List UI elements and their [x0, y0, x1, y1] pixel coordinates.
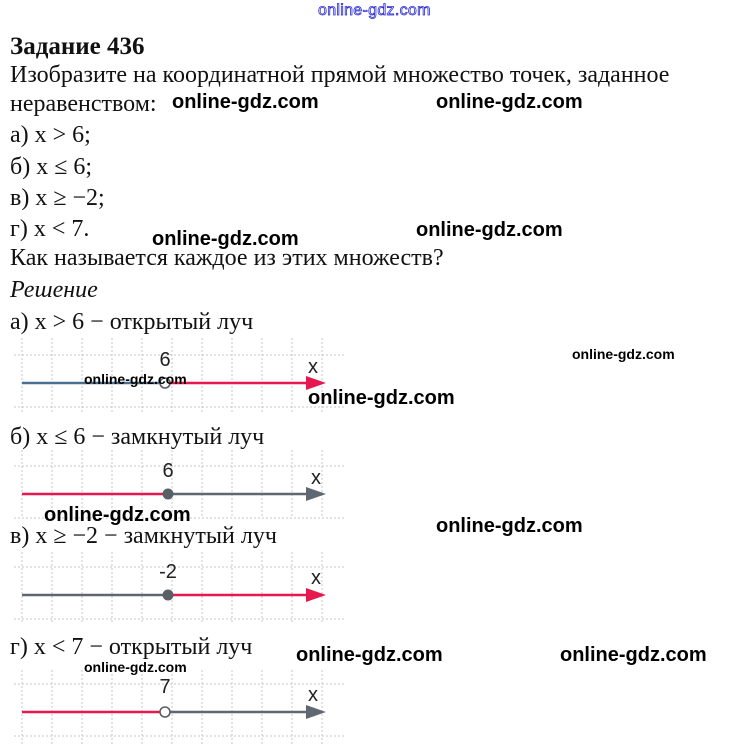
- task-item-c: в) x ≥ −2;: [10, 185, 105, 211]
- task-question: Как называется каждое из этих множеств?: [10, 245, 444, 271]
- top-watermark: online-gdz.com: [318, 2, 431, 19]
- solution-caption-d: г) x < 7 − открытый луч: [10, 634, 253, 660]
- point-label: 6: [159, 349, 171, 371]
- grid: [14, 670, 346, 746]
- solution-caption-c: в) x ≥ −2 − замкнутый луч: [10, 523, 277, 549]
- axis-arrowhead: [306, 588, 326, 602]
- task-title: Задание 436: [10, 33, 145, 60]
- watermark-10: online-gdz.com: [296, 644, 443, 666]
- watermark-8: online-gdz.com: [44, 504, 191, 526]
- task-item-a: а) x > 6;: [10, 122, 91, 148]
- axis-label: x: [311, 567, 321, 589]
- point-label: -2: [159, 561, 177, 583]
- watermark-1: online-gdz.com: [172, 91, 319, 113]
- solution-caption-b: б) x ≤ 6 − замкнутый луч: [10, 424, 265, 450]
- watermark-2: online-gdz.com: [436, 91, 583, 113]
- axis-arrowhead: [306, 487, 326, 501]
- number-line-c: [10, 550, 350, 626]
- watermark-12: online-gdz.com: [84, 659, 187, 675]
- watermark-3: online-gdz.com: [416, 219, 563, 241]
- task-item-b: б) x ≤ 6;: [10, 154, 93, 180]
- watermark-11: online-gdz.com: [560, 644, 707, 666]
- point-label: 7: [159, 676, 171, 698]
- number-line-d: [10, 668, 350, 748]
- task-prompt-line2: неравенством:: [10, 91, 157, 117]
- axis-arrowhead: [306, 705, 326, 719]
- watermark-6: online-gdz.com: [84, 371, 187, 387]
- solution-caption-a: а) x > 6 − открытый луч: [10, 309, 254, 335]
- closed-point: [163, 590, 174, 601]
- watermark-9: online-gdz.com: [436, 515, 583, 537]
- watermark-4: online-gdz.com: [152, 228, 299, 250]
- axis-label: x: [308, 356, 318, 378]
- task-item-d: г) x < 7.: [10, 216, 90, 242]
- solution-heading: Решение: [10, 277, 98, 303]
- closed-point: [163, 489, 174, 500]
- grid: [14, 552, 346, 624]
- task-prompt-line1: Изобразите на координатной прямой множество точек, заданное: [10, 62, 670, 88]
- point-label: 6: [162, 460, 174, 482]
- open-point: [160, 707, 170, 717]
- watermark-5: online-gdz.com: [572, 346, 675, 362]
- axis-label: x: [308, 684, 318, 706]
- watermark-7: online-gdz.com: [308, 387, 455, 409]
- axis-label: x: [311, 467, 321, 489]
